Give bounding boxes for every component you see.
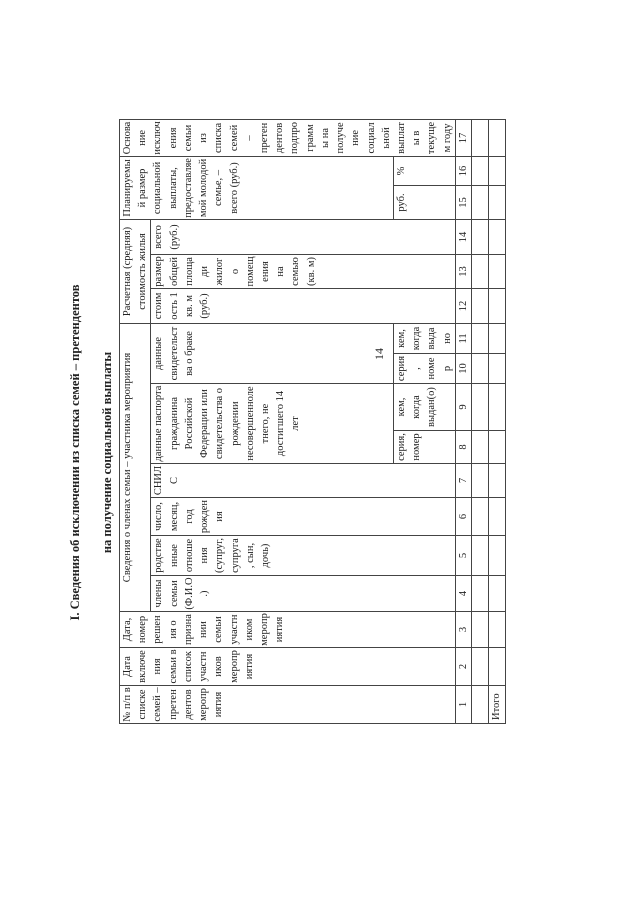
- column-number: 13: [455, 254, 471, 288]
- column-number: 10: [455, 354, 471, 384]
- page-subtitle: на получение социальной выплаты: [100, 351, 114, 554]
- column-number: 5: [455, 536, 471, 576]
- header-member-relation: родственные отношения (супруг, супруга, сын, дочь): [151, 536, 455, 576]
- column-number: 11: [455, 323, 471, 353]
- column-number: 3: [455, 612, 471, 648]
- column-number: 6: [455, 498, 471, 536]
- header-inclusion-date: Дата включения семьи в список участников мероприятия: [120, 648, 456, 686]
- page-number: 14: [372, 348, 386, 360]
- column-number: 4: [455, 576, 471, 612]
- header-planned-pct: %: [393, 156, 455, 185]
- total-label: Итого: [489, 686, 506, 724]
- page-title: I. Сведения об исключении из списка семей – претендентов: [68, 284, 82, 621]
- header-member-birth: число, месяц, год рождения: [151, 498, 455, 536]
- header-marriage-issued: кем, когда выдано: [393, 323, 455, 353]
- column-number: 1: [455, 686, 471, 724]
- column-number: 15: [455, 185, 471, 219]
- header-marriage-series: серия, номер: [393, 354, 455, 384]
- empty-data-row: [472, 119, 489, 723]
- header-housing-total: всего (руб.): [151, 219, 455, 254]
- column-number-row: [455, 119, 471, 723]
- header-housing-area: размер общей площади жилого помещения на семью (кв. м): [151, 254, 455, 288]
- header-member-passport: данные паспорта гражданина Российской Федерации или свидетельства о рождении несовершеннолетнего, не достигшего 14 лет: [151, 384, 394, 464]
- header-member-fio: члены семьи (Ф.И.О.): [151, 576, 455, 612]
- header-decision-date: Дата, номер решения о признании семьи участником мероприятия: [120, 612, 456, 648]
- column-number: 7: [455, 464, 471, 498]
- header-planned-rub: руб.: [393, 185, 455, 219]
- header-member-snils: СНИЛС: [151, 464, 455, 498]
- header-member-marriage: данные свидетельства о браке: [151, 323, 394, 383]
- column-number: 2: [455, 648, 471, 686]
- column-number: 16: [455, 156, 471, 185]
- header-planned-payment: Планируемый размер социальной выплаты, предоставляемой молодой семье, – всего (руб.): [120, 156, 394, 219]
- column-number: 14: [455, 219, 471, 254]
- header-cost-per-sqm: стоимость 1 кв. м (руб.): [151, 288, 455, 323]
- header-passport-issued: кем, когда выдан(о): [393, 384, 455, 431]
- header-exclusion-reason: Основание исключения семьи из списка семей – претендентов подпрограммы на получение социальной выплаты в текущем году: [120, 119, 456, 156]
- total-row: [489, 119, 506, 723]
- header-passport-series: серия, номер: [393, 431, 455, 464]
- header-list-number: № п/п в списке семей – претендентов мероприятия: [120, 686, 456, 724]
- header-family-members: Сведения о членах семьи – участника мероприятия: [120, 323, 151, 611]
- column-number: 17: [455, 119, 471, 156]
- header-housing-cost: Расчетная (средняя) стоимость жилья: [120, 219, 151, 323]
- column-number: 9: [455, 384, 471, 431]
- column-number: 12: [455, 288, 471, 323]
- column-number: 8: [455, 431, 471, 464]
- exclusion-table: [119, 119, 506, 724]
